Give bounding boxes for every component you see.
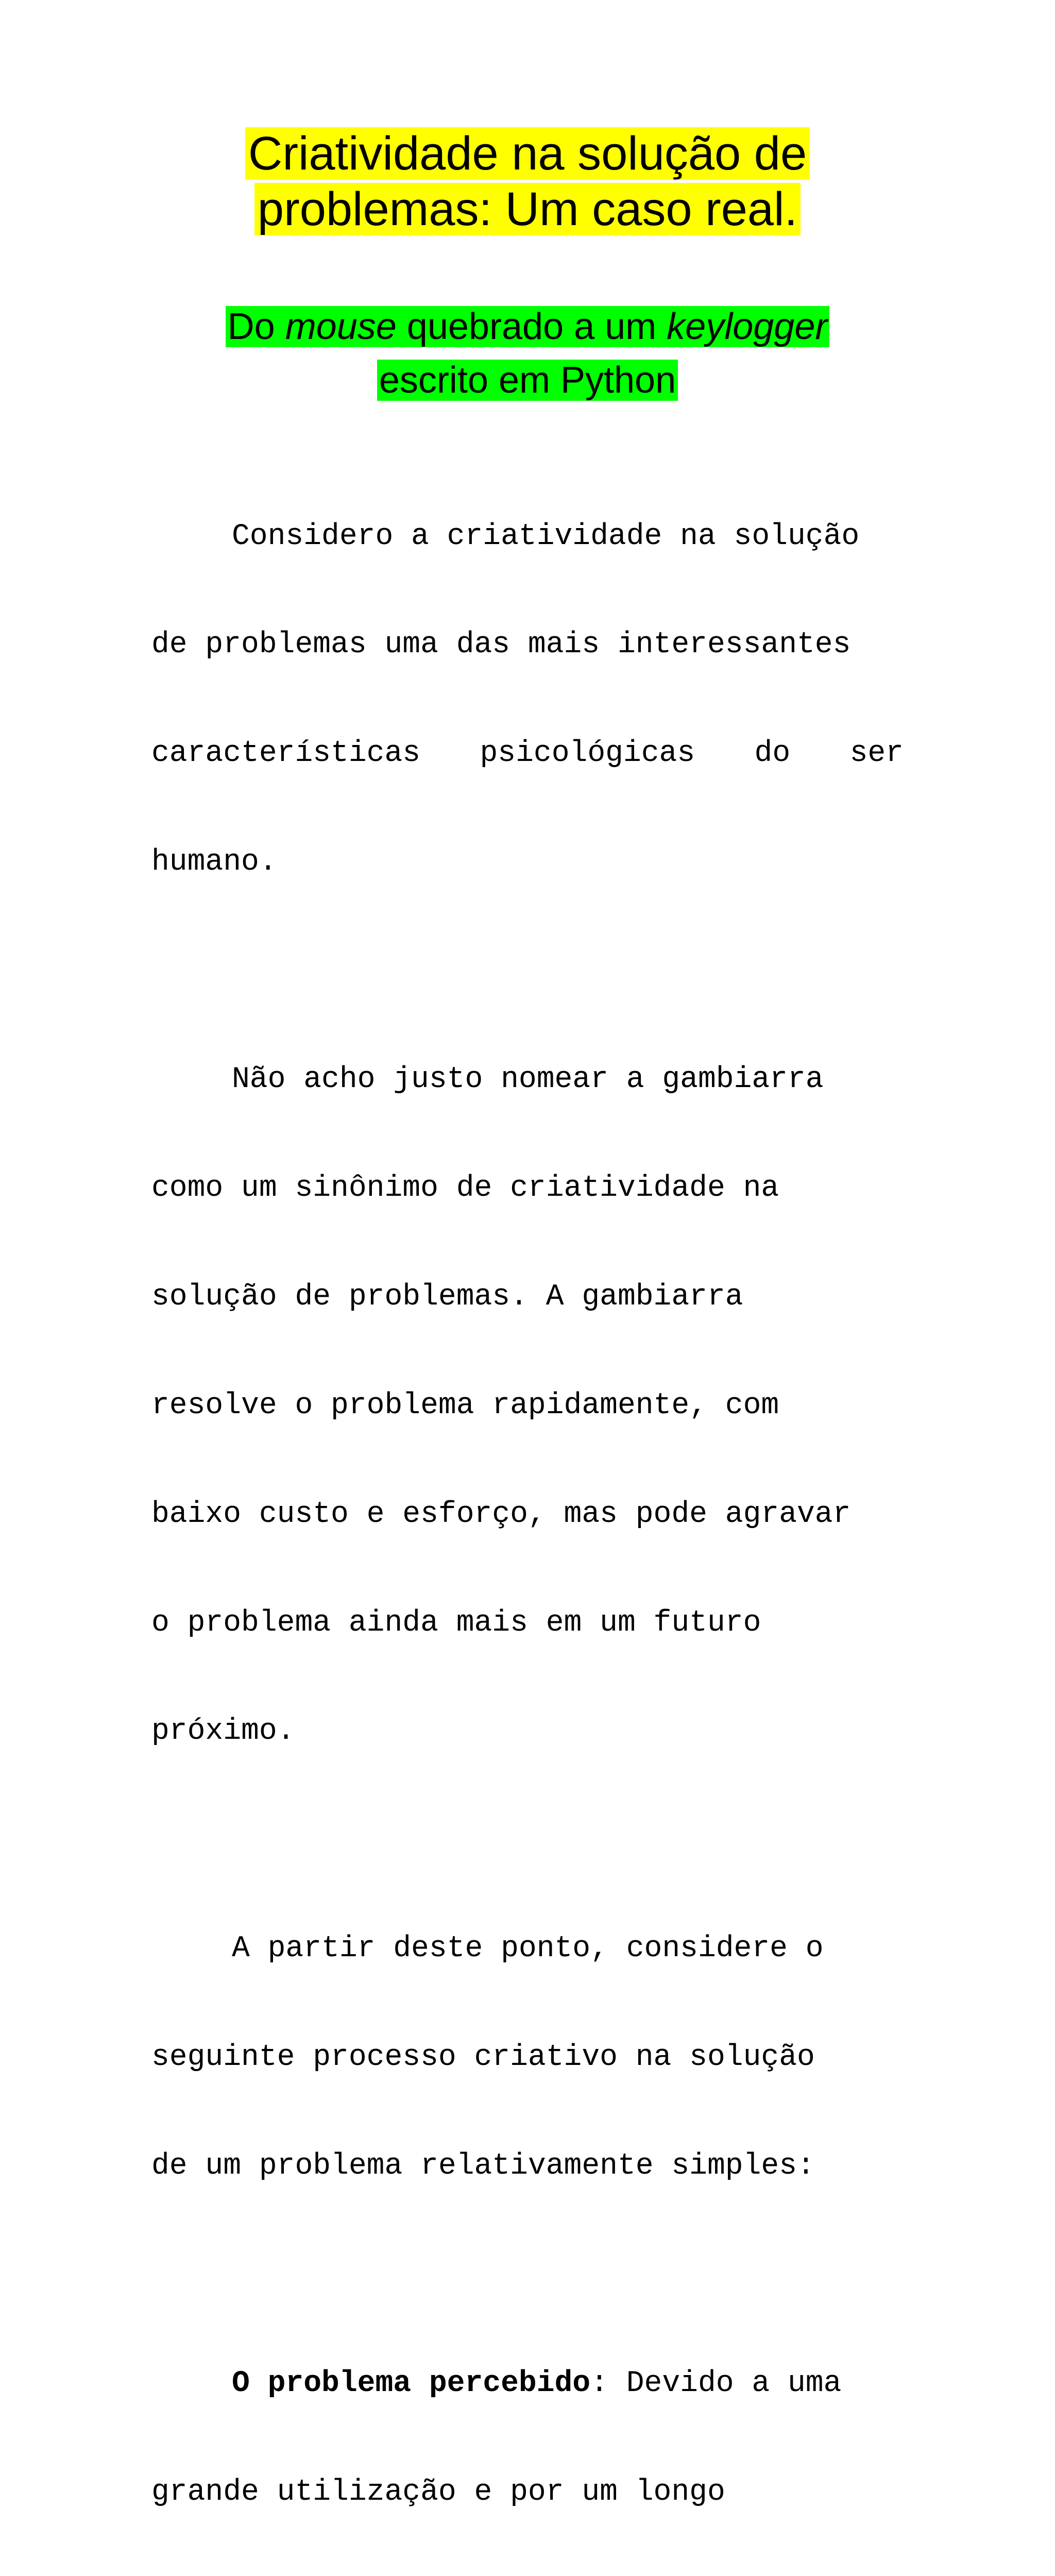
text-line: solução de problemas. A gambiarra <box>151 1280 743 1314</box>
word: psicológicas <box>480 737 695 771</box>
text-line: próximo. <box>151 1715 295 1749</box>
title-line-1: Criatividade na solução de <box>245 127 810 180</box>
word: do <box>754 737 791 771</box>
text-line: grande utilização e por um longo <box>151 2475 725 2509</box>
text-line: baixo custo e esforço, mas pode agravar <box>151 1497 851 1531</box>
paragraph-4 <box>151 2293 904 2576</box>
word: características <box>151 737 421 771</box>
subtitle-text: quebrado a um <box>396 306 667 347</box>
subtitle-italic-mouse: mouse <box>285 306 397 347</box>
bold-heading: O problema percebido <box>232 2366 591 2400</box>
body-text <box>151 446 904 2576</box>
word: ser <box>849 737 904 771</box>
paragraph-2 <box>151 989 904 1822</box>
document-subtitle <box>0 300 1055 407</box>
text-line: Não acho justo nomear a gambiarra <box>232 1063 824 1097</box>
text-line: como um sinônimo de criatividade na <box>151 1171 779 1205</box>
text-line: A partir deste ponto, considere o <box>232 1932 824 1966</box>
paragraph-3 <box>151 1859 904 2257</box>
text-line: resolve o problema rapidamente, com <box>151 1388 779 1422</box>
subtitle-line-1 <box>226 306 830 347</box>
document-title <box>0 126 1055 237</box>
text-line: seguinte processo criativo na solução <box>151 2041 815 2075</box>
text-line: de problemas uma das mais interessantes <box>151 628 851 662</box>
subtitle-italic-keylogger: keylogger <box>667 306 828 347</box>
subtitle-line-2: escrito em Python <box>377 360 678 401</box>
title-line-2: problemas: Um caso real. <box>254 183 801 235</box>
text-span: : Devido a uma <box>590 2366 842 2400</box>
text-line: humano. <box>151 845 277 879</box>
subtitle-text: Do <box>227 306 285 347</box>
text-line: Considero a criatividade na solução <box>232 519 860 553</box>
text-line <box>151 2366 904 2402</box>
text-line: o problema ainda mais em um futuro <box>151 1606 761 1640</box>
paragraph-1 <box>151 446 904 953</box>
text-line: de um problema relativamente simples: <box>151 2149 815 2183</box>
text-line-justified <box>151 736 904 772</box>
